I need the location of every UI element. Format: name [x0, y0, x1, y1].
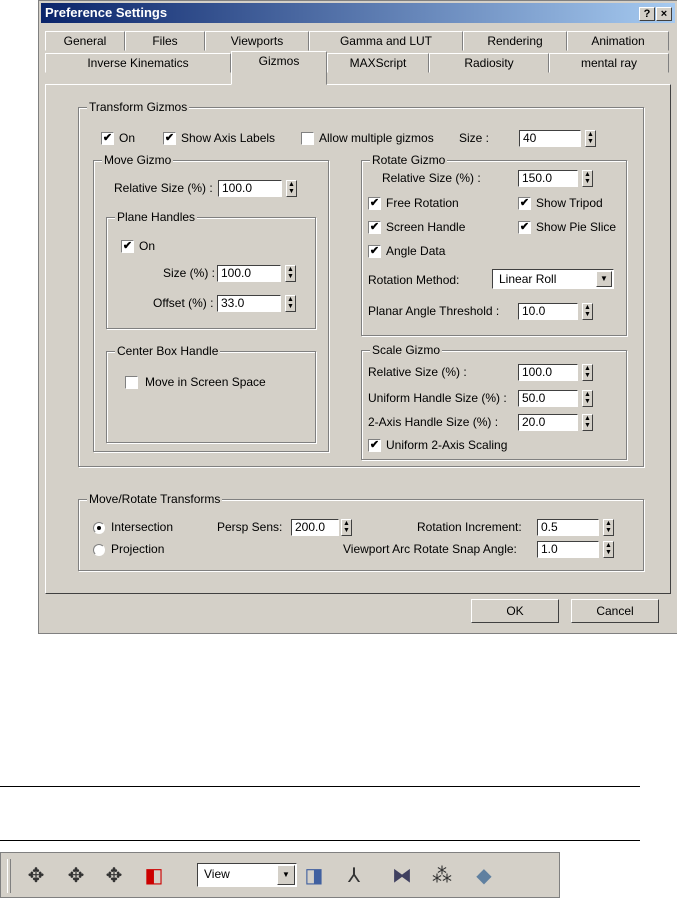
select-region-icon[interactable]: ◧	[144, 865, 164, 887]
rotate-relative-size-field[interactable]: 150.0	[518, 170, 578, 187]
mirror-icon[interactable]: ⧓	[392, 865, 412, 887]
divider-bottom	[0, 840, 640, 841]
intersection-label: Intersection	[111, 520, 174, 534]
on-checkbox[interactable]: ✔	[102, 132, 113, 144]
move-gizmo-legend: Move Gizmo	[104, 153, 172, 167]
show-axis-labels-checkbox[interactable]: ✔	[164, 132, 175, 144]
show-axis-labels-label: Show Axis Labels	[181, 131, 276, 145]
free-rotation-checkbox[interactable]: ✔	[369, 197, 380, 209]
plane-offset-field[interactable]: 33.0	[217, 295, 281, 312]
tab-viewports[interactable]: Viewports	[205, 31, 309, 51]
plane-offset-spinner[interactable]: ▲ ▼	[285, 295, 296, 312]
help-button[interactable]: ?	[639, 7, 655, 21]
size-spinner[interactable]: ▲ ▼	[585, 130, 596, 147]
scale-gizmo-group	[361, 343, 627, 460]
center-box-handle-group	[106, 344, 316, 443]
tab-mental-ray[interactable]: mental ray	[549, 53, 669, 73]
plane-offset-label: Offset (%) :	[153, 296, 214, 310]
scale-relative-size-label: Relative Size (%) :	[368, 365, 467, 379]
planar-threshold-spinner[interactable]: ▲ ▼	[582, 303, 593, 320]
arc-snap-spinner[interactable]: ▲ ▼	[603, 541, 614, 558]
rotation-increment-label: Rotation Increment:	[417, 520, 522, 534]
show-tripod-checkbox[interactable]: ✔	[519, 197, 530, 209]
persp-sens-field[interactable]: 200.0	[291, 519, 339, 536]
scale-gizmo-legend: Scale Gizmo	[372, 343, 441, 357]
tab-animation[interactable]: Animation	[567, 31, 669, 51]
tab-general[interactable]: General	[45, 31, 125, 51]
size-field[interactable]: 40	[519, 130, 581, 147]
close-button[interactable]: ×	[656, 7, 672, 21]
transform-gizmos-group	[78, 100, 644, 467]
persp-sens-spinner[interactable]: ▲ ▼	[341, 519, 352, 536]
move-icon[interactable]: ✥	[27, 865, 45, 887]
rotation-method-label: Rotation Method:	[368, 273, 460, 287]
move-screen-space-label: Move in Screen Space	[145, 375, 266, 389]
two-axis-handle-field[interactable]: 20.0	[518, 414, 578, 431]
move-relative-size-spinner[interactable]: ▲ ▼	[286, 180, 297, 197]
uniform-scaling-label: Uniform 2-Axis Scaling	[386, 438, 508, 452]
plane-size-label: Size (%) :	[163, 266, 216, 280]
gizmos-panel	[45, 84, 671, 594]
intersection-radio[interactable]	[93, 522, 105, 534]
transform-toolbar	[0, 852, 560, 898]
move-relative-size-field[interactable]: 100.0	[218, 180, 282, 197]
show-pie-slice-checkbox[interactable]: ✔	[519, 221, 530, 233]
projection-radio[interactable]	[93, 544, 105, 556]
screen-handle-checkbox[interactable]: ✔	[369, 221, 380, 233]
rotate-gizmo-legend: Rotate Gizmo	[372, 153, 446, 167]
align-icon[interactable]: ◆	[476, 865, 492, 887]
plane-on-label: On	[139, 239, 156, 253]
reference-coordinate-value: View	[204, 867, 230, 881]
angle-data-label: Angle Data	[386, 244, 446, 258]
move-rotate-legend: Move/Rotate Transforms	[89, 492, 221, 506]
plane-size-field[interactable]: 100.0	[217, 265, 281, 282]
tab-files[interactable]: Files	[125, 31, 205, 51]
toolbar-grip[interactable]	[7, 859, 11, 893]
cancel-button[interactable]: Cancel	[571, 599, 659, 623]
move-local-icon[interactable]: ✥	[105, 865, 123, 887]
projection-label: Projection	[111, 542, 165, 556]
size-label: Size :	[459, 131, 490, 145]
allow-multiple-label: Allow multiple gizmos	[319, 131, 434, 145]
rotation-increment-spinner[interactable]: ▲ ▼	[603, 519, 614, 536]
arc-snap-label: Viewport Arc Rotate Snap Angle:	[343, 542, 517, 556]
screen-handle-label: Screen Handle	[386, 220, 466, 234]
show-tripod-label: Show Tripod	[536, 196, 603, 210]
window-title: Preference Settings	[45, 5, 168, 20]
on-label: On	[119, 131, 136, 145]
persp-sens-label: Persp Sens:	[217, 520, 283, 534]
uniform-handle-label: Uniform Handle Size (%) :	[368, 391, 507, 405]
select-manipulate-icon[interactable]: ⅄	[347, 865, 361, 887]
two-axis-handle-spinner[interactable]: ▲ ▼	[582, 414, 593, 431]
tab-maxscript[interactable]: MAXScript	[327, 53, 429, 73]
move-rotate-group	[78, 492, 644, 571]
pivot-center-icon[interactable]: ◨	[304, 865, 324, 887]
ok-button[interactable]: OK	[471, 599, 559, 623]
move-screen-space-checkbox[interactable]	[125, 376, 138, 389]
tab-rendering[interactable]: Rendering	[463, 31, 567, 51]
plane-handles-legend: Plane Handles	[117, 210, 196, 224]
view-chevron-down-icon[interactable]: ▼	[277, 865, 295, 885]
arc-snap-field[interactable]: 1.0	[537, 541, 599, 558]
move-constrained-icon[interactable]: ✥	[67, 865, 85, 887]
title-bar	[41, 3, 675, 23]
uniform-scaling-checkbox[interactable]: ✔	[369, 439, 380, 451]
preference-settings-window	[38, 0, 677, 634]
plane-on-checkbox[interactable]: ✔	[122, 240, 133, 252]
angle-data-checkbox[interactable]: ✔	[369, 245, 380, 257]
tab-inverse-kinematics[interactable]: Inverse Kinematics	[45, 53, 231, 73]
uniform-handle-spinner[interactable]: ▲ ▼	[582, 390, 593, 407]
planar-threshold-field[interactable]: 10.0	[518, 303, 578, 320]
tab-radiosity[interactable]: Radiosity	[429, 53, 549, 73]
plane-handles-group	[106, 210, 316, 329]
divider-top	[0, 786, 640, 787]
rotation-method-select[interactable]	[492, 269, 614, 289]
move-relative-size-label: Relative Size (%) :	[114, 181, 213, 195]
two-axis-handle-label: 2-Axis Handle Size (%) :	[368, 415, 499, 429]
array-icon[interactable]: ⁂	[432, 865, 452, 887]
rotation-method-value: Linear Roll	[499, 272, 557, 286]
tab-gamma-lut[interactable]: Gamma and LUT	[309, 31, 463, 51]
planar-threshold-label: Planar Angle Threshold :	[368, 304, 500, 318]
allow-multiple-checkbox[interactable]	[301, 132, 314, 145]
transform-gizmos-legend: Transform Gizmos	[89, 100, 188, 114]
show-pie-slice-label: Show Pie Slice	[536, 220, 617, 234]
tab-gizmos[interactable]: Gizmos	[231, 51, 327, 85]
scale-relative-size-spinner[interactable]: ▲ ▼	[582, 364, 593, 381]
move-gizmo-group	[93, 153, 329, 452]
rotate-gizmo-group	[361, 153, 627, 336]
plane-size-spinner[interactable]: ▲ ▼	[285, 265, 296, 282]
rotate-relative-size-spinner[interactable]: ▲ ▼	[582, 170, 593, 187]
scale-relative-size-field[interactable]: 100.0	[518, 364, 578, 381]
rotation-increment-field[interactable]: 0.5	[537, 519, 599, 536]
center-box-legend: Center Box Handle	[117, 344, 219, 358]
reference-coordinate-select[interactable]	[197, 863, 297, 887]
rotate-relative-size-label: Relative Size (%) :	[382, 171, 481, 185]
chevron-down-icon[interactable]: ▼	[596, 271, 612, 287]
uniform-handle-field[interactable]: 50.0	[518, 390, 578, 407]
free-rotation-label: Free Rotation	[386, 196, 459, 210]
